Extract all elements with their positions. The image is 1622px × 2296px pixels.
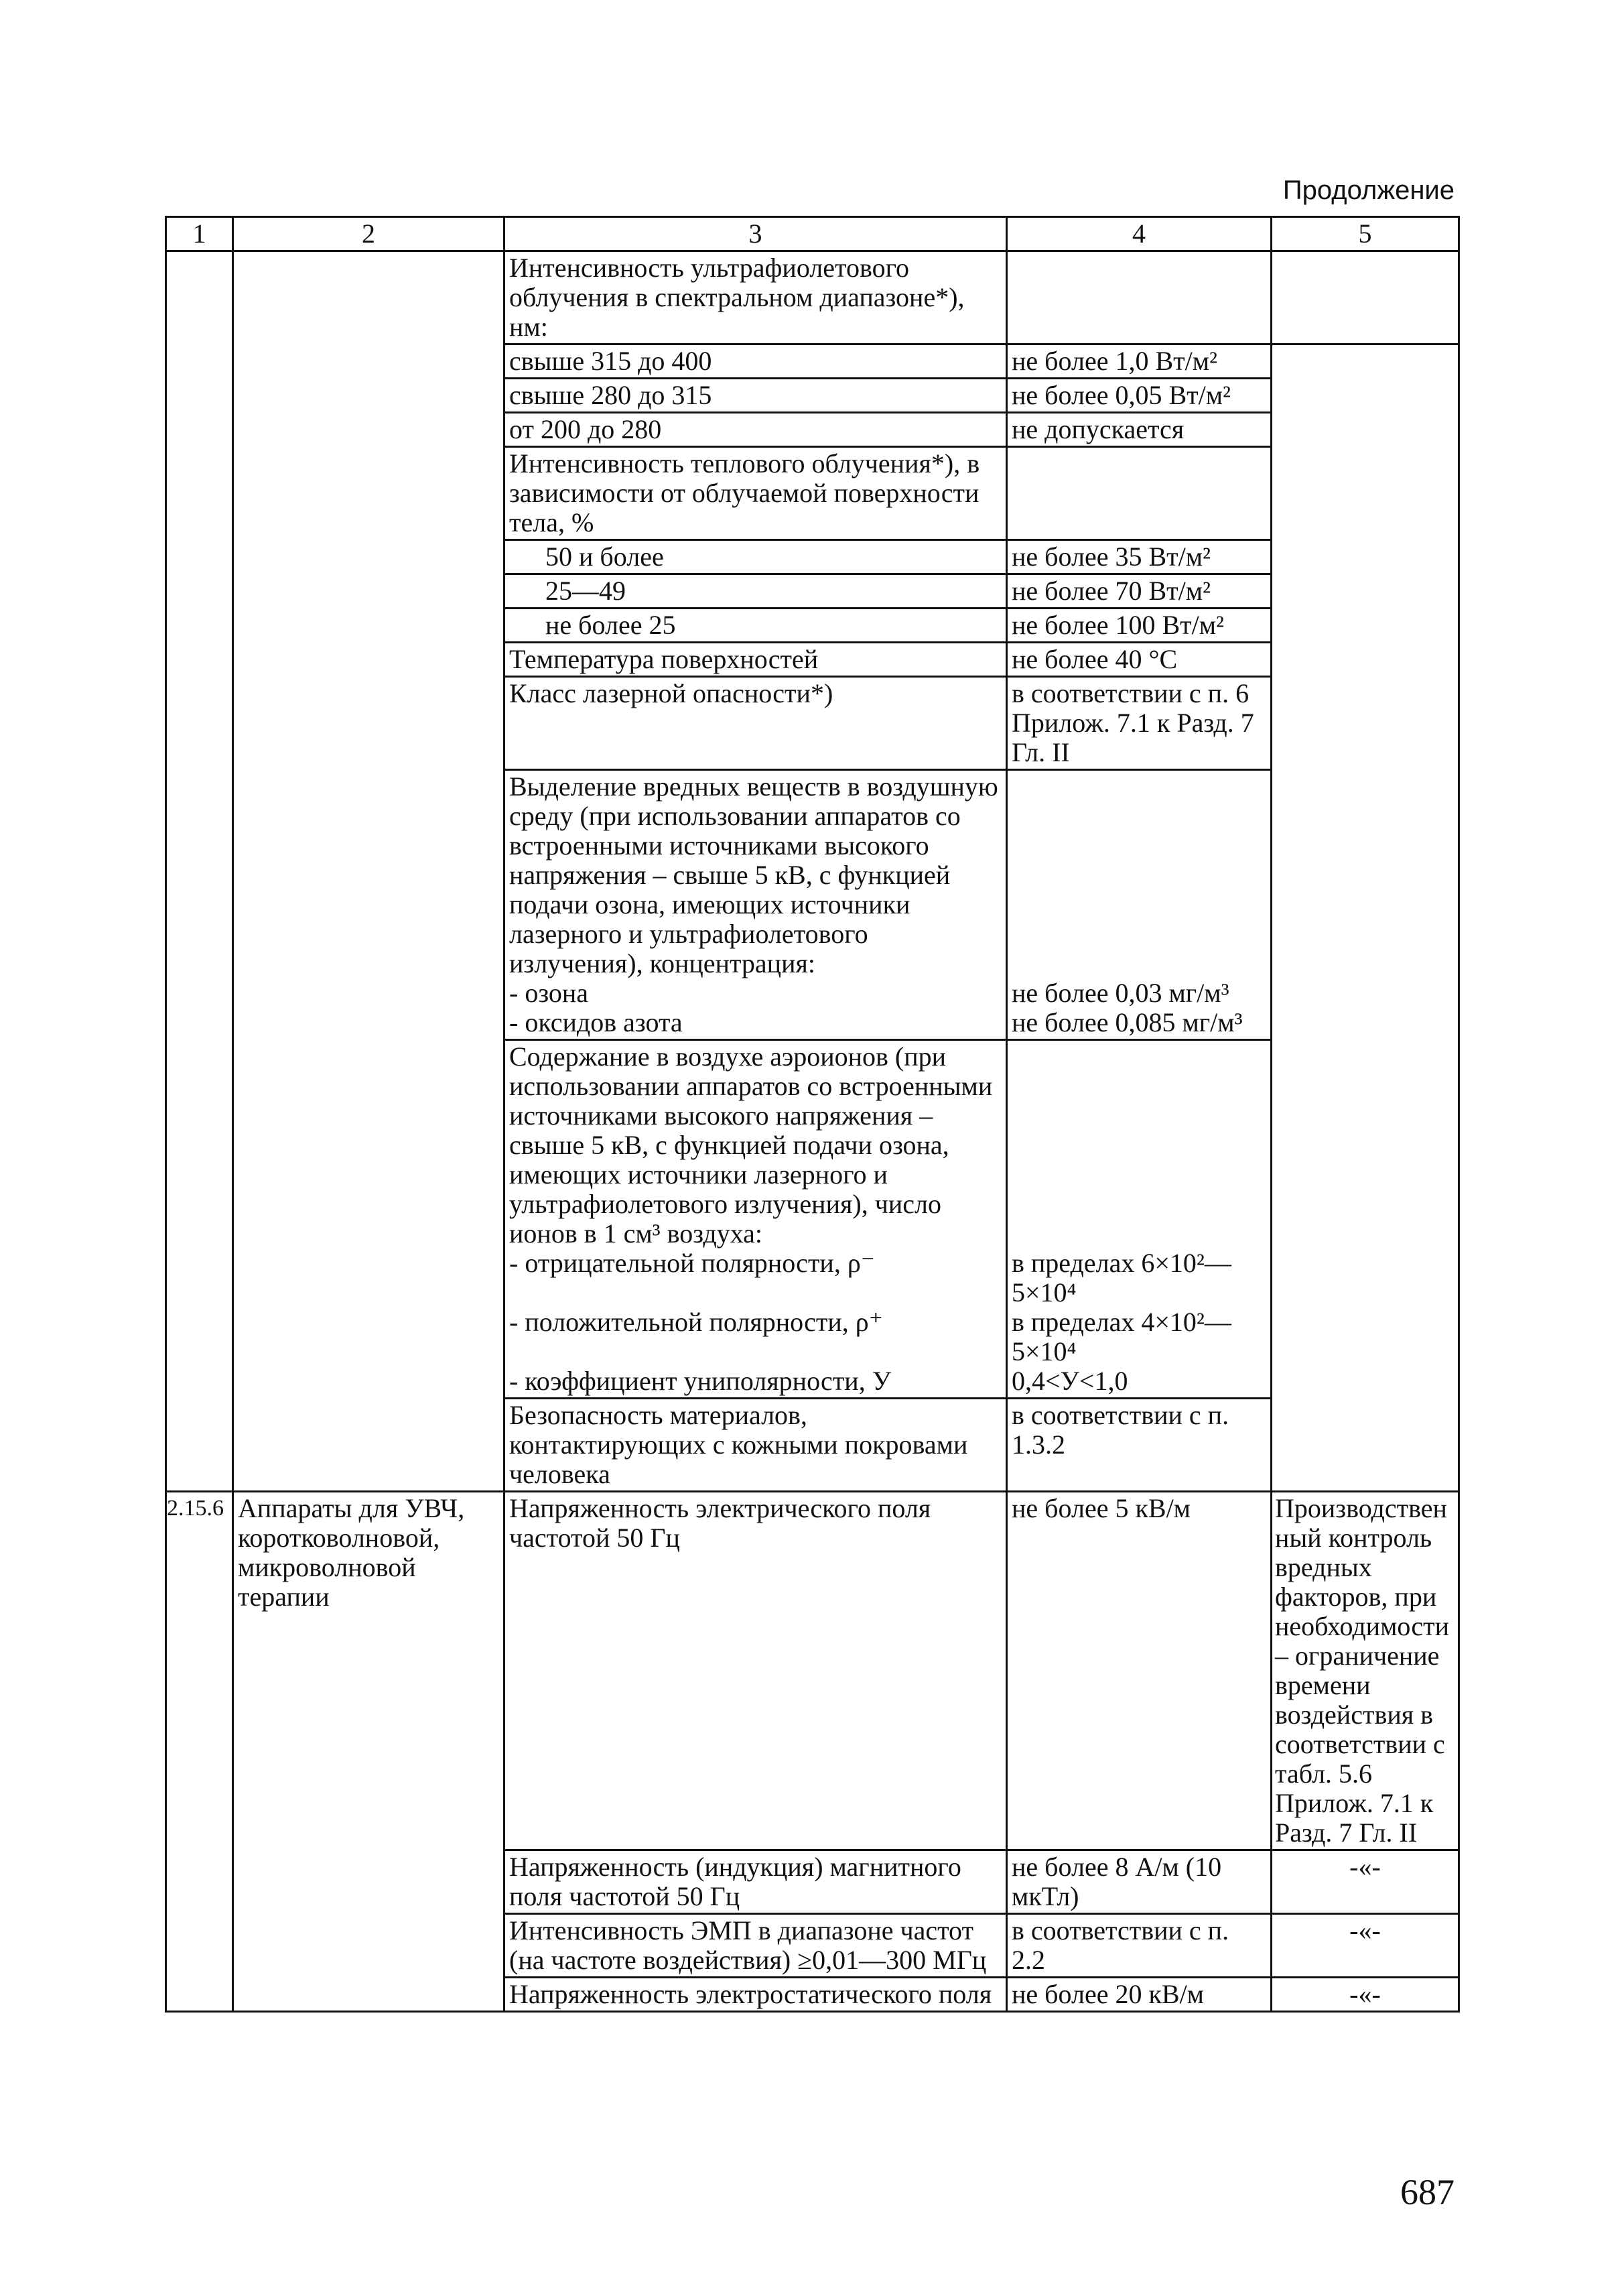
table-row: [166, 251, 1459, 344]
control-cell: Производственный контроль вредных факторов, при необходимости – ограничение времени воздействия в соответствии с табл. 5.6 Прилож. 7.1 к Разд. 7 Гл. II: [1272, 1492, 1459, 1850]
column-number: 5: [1272, 217, 1459, 251]
norm-cell: не более 5 кВ/м: [1007, 1492, 1272, 1850]
parameter-cell: 25—49: [504, 574, 1007, 609]
norm-cell: не более 70 Вт/м²: [1007, 574, 1272, 609]
norm-cell: в соответствии с п. 1.3.2: [1007, 1399, 1272, 1492]
norm-cell: не более 1,0 Вт/м²: [1007, 344, 1272, 379]
item-number-cell: 2.15.6: [166, 1492, 233, 2012]
control-cell: -«-: [1272, 1978, 1459, 2012]
continuation-label: Продолжение: [1282, 176, 1455, 205]
item-number-cell: [166, 251, 233, 1492]
column-number: 2: [233, 217, 504, 251]
control-cell: [1272, 251, 1459, 344]
column-number: 1: [166, 217, 233, 251]
parameter-cell: свыше 280 до 315: [504, 379, 1007, 413]
column-number: 4: [1007, 217, 1272, 251]
control-cell: -«-: [1272, 1850, 1459, 1914]
parameter-cell: Безопасность материалов, контактирующих с кожными покровами человека: [504, 1399, 1007, 1492]
norm-cell: в соответствии с п. 2.2: [1007, 1914, 1272, 1978]
parameter-cell: Температура поверхностей: [504, 643, 1007, 677]
norm-cell: в соответствии с п. 6 Прилож. 7.1 к Разд. 7 Гл. II: [1007, 677, 1272, 770]
column-number-row: [166, 217, 1459, 251]
item-name-cell: Аппараты для УВЧ, коротковолновой, микроволновой терапии: [233, 1492, 504, 2012]
parameter-cell: Интенсивность теплового облучения*), в зависимости от облучаемой поверхности тела, %: [504, 447, 1007, 540]
parameter-cell: Содержание в воздухе аэроионов (при использовании аппаратов со встроенными источниками высокого напряжения – свыше 5 кВ, с функцией подачи озона, имеющих источники лазерного и ультрафиолетового излучения), число ионов в 1 см³ воздуха: - отрицательной полярности, ρ⁻ - положительной полярности, ρ⁺ - коэффициент униполярности, У: [504, 1040, 1007, 1399]
table-row: [166, 1492, 1459, 1850]
norm-cell: в пределах 6×10²— 5×10⁴ в пределах 4×10²— 5×10⁴ 0,4<У<1,0: [1007, 1040, 1272, 1399]
norm-cell: не допускается: [1007, 413, 1272, 447]
parameter-cell: от 200 до 280: [504, 413, 1007, 447]
norm-cell: [1007, 251, 1272, 344]
parameter-cell: не более 25: [504, 609, 1007, 643]
requirements-table: [165, 216, 1460, 2013]
parameter-cell: 50 и более: [504, 540, 1007, 574]
parameter-cell: Выделение вредных веществ в воздушную среду (при использовании аппаратов со встроенными источниками высокого напряжения – свыше 5 кВ, с функцией подачи озона, имеющих источники лазерного и ультрафиолетового излучения), концентрация: - озона - оксидов азота: [504, 770, 1007, 1040]
norm-cell: не более 35 Вт/м²: [1007, 540, 1272, 574]
parameter-cell: Интенсивность ЭМП в диапазоне частот (на частоте воздействия) ≥0,01—300 МГц: [504, 1914, 1007, 1978]
norm-cell: не более 0,03 мг/м³ не более 0,085 мг/м³: [1007, 770, 1272, 1040]
parameter-cell: свыше 315 до 400: [504, 344, 1007, 379]
parameter-cell: Напряженность электростатического поля: [504, 1978, 1007, 2012]
norm-cell: не более 0,05 Вт/м²: [1007, 379, 1272, 413]
control-cell: [1272, 344, 1459, 1492]
parameter-cell: Напряженность (индукция) магнитного поля частотой 50 Гц: [504, 1850, 1007, 1914]
norm-cell: не более 100 Вт/м²: [1007, 609, 1272, 643]
column-number: 3: [504, 217, 1007, 251]
page-number: 687: [1400, 2172, 1455, 2212]
item-name-cell: [233, 251, 504, 1492]
parameter-cell: Интенсивность ультрафиолетового облучения в спектральном диапазоне*), нм:: [504, 251, 1007, 344]
norm-cell: не более 20 кВ/м: [1007, 1978, 1272, 2012]
norm-cell: не более 40 °С: [1007, 643, 1272, 677]
norm-cell: [1007, 447, 1272, 540]
parameter-cell: Класс лазерной опасности*): [504, 677, 1007, 770]
norm-cell: не более 8 А/м (10 мкТл): [1007, 1850, 1272, 1914]
control-cell: -«-: [1272, 1914, 1459, 1978]
parameter-cell: Напряженность электрического поля частотой 50 Гц: [504, 1492, 1007, 1850]
